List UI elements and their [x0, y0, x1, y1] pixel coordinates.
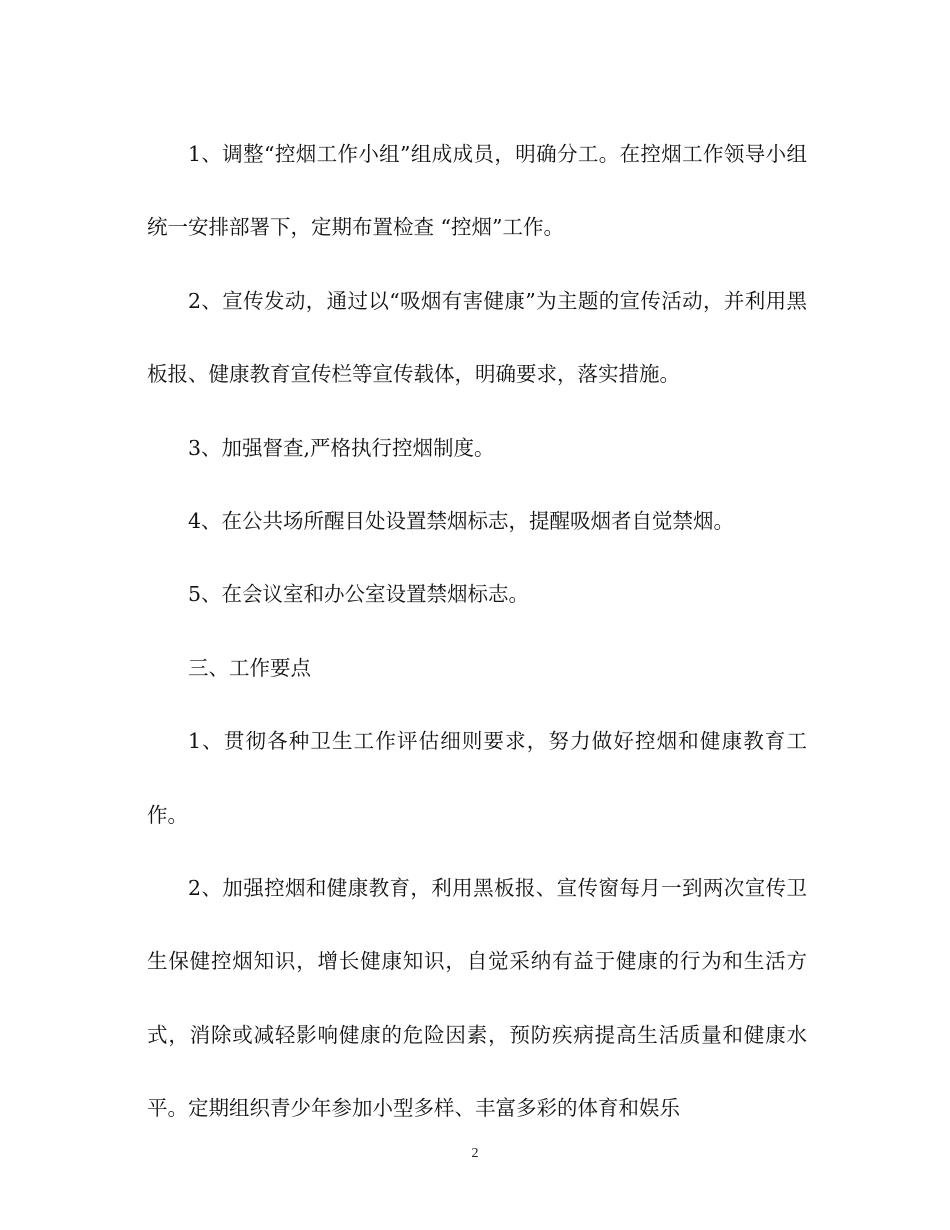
paragraph-1: 1、调整“控烟工作小组”组成成员，明确分工。在控烟工作领导小组统一安排部署下，定期布置检查 “控烟”工作。: [147, 142, 807, 240]
page-number: 2: [471, 1146, 479, 1161]
paragraph-3: 3、加强督查,严格执行控烟制度。: [188, 435, 495, 460]
section-heading: 三、工作要点: [188, 655, 311, 680]
paragraph-7: 2、加强控烟和健康教育，利用黑板报、宣传窗每月一到两次宣传卫生保健控烟知识，增长健康知识，自觉采纳有益于健康的行为和生活方式，消除或减轻影响健康的危险因素，预防疾病提高生活质量和健康水平。定期组织青少年参加小型多样、丰富多彩的体育和娱乐: [147, 876, 807, 1121]
paragraph-2: 2、宣传发动，通过以“吸烟有害健康”为主题的宣传活动，并利用黑板报、健康教育宣传栏等宣传载体，明确要求，落实措施。: [147, 288, 807, 387]
document-body: [147, 118, 807, 1146]
paragraph-4: 4、在公共场所醒目处设置禁烟标志，提醒吸烟者自觉禁烟。: [188, 509, 735, 534]
paragraph-6: 1、贯彻各种卫生工作评估细则要求，努力做好控烟和健康教育工作。: [147, 729, 807, 827]
paragraph-5: 5、在会议室和办公室设置禁烟标志。: [188, 582, 530, 607]
